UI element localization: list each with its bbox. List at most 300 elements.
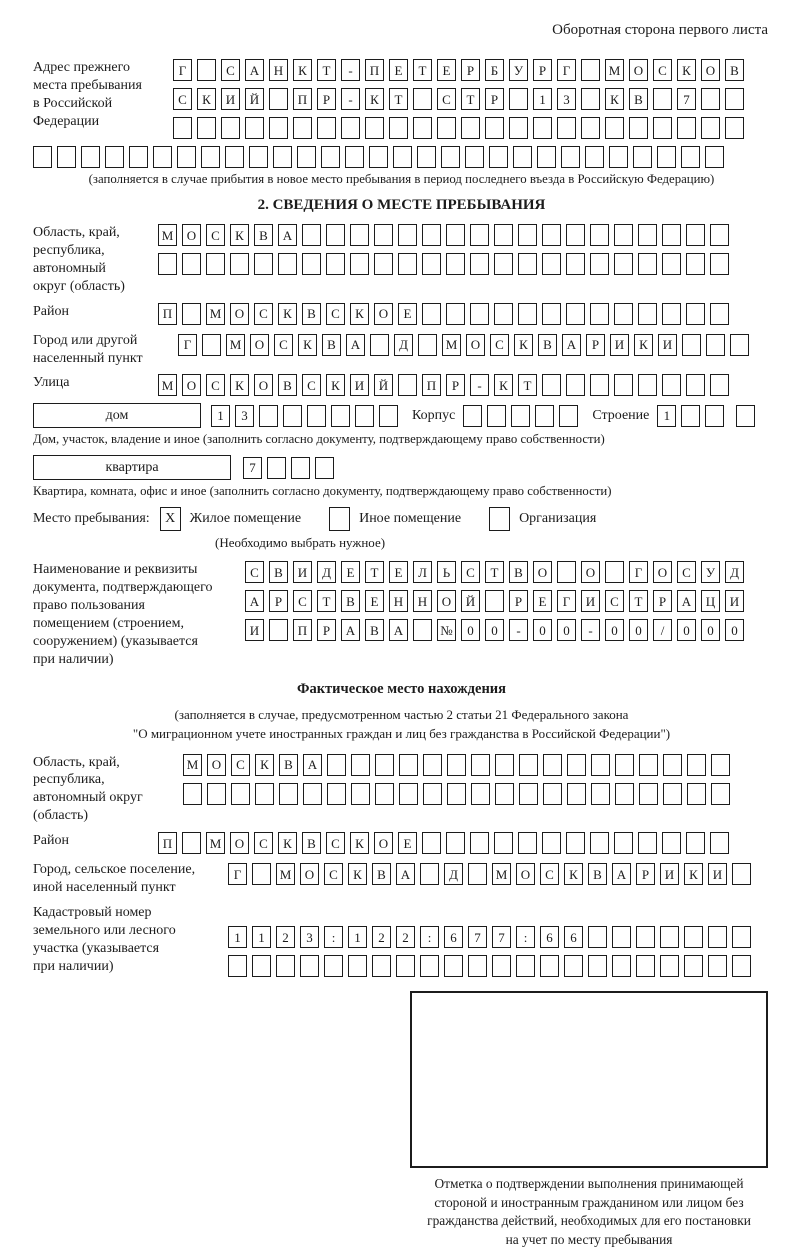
- char-cell[interactable]: Л: [413, 561, 432, 583]
- char-cell[interactable]: Н: [389, 590, 408, 612]
- char-cell[interactable]: О: [230, 303, 249, 325]
- char-cell[interactable]: М: [442, 334, 461, 356]
- char-cell[interactable]: [291, 457, 310, 479]
- char-cell[interactable]: [681, 405, 700, 427]
- char-cell[interactable]: [374, 253, 393, 275]
- char-cell[interactable]: [638, 224, 657, 246]
- char-cell[interactable]: [413, 117, 432, 139]
- char-cell[interactable]: [725, 117, 744, 139]
- char-cell[interactable]: [687, 754, 706, 776]
- char-cell[interactable]: [230, 253, 249, 275]
- char-cell[interactable]: [710, 303, 729, 325]
- char-cell[interactable]: [639, 783, 658, 805]
- char-cell[interactable]: [494, 832, 513, 854]
- char-cell[interactable]: С: [677, 561, 696, 583]
- char-cell[interactable]: [317, 117, 336, 139]
- char-cell[interactable]: Е: [341, 561, 360, 583]
- char-cell[interactable]: В: [538, 334, 557, 356]
- char-cell[interactable]: 0: [725, 619, 744, 641]
- char-cell[interactable]: У: [509, 59, 528, 81]
- char-cell[interactable]: [518, 832, 537, 854]
- char-cell[interactable]: В: [341, 590, 360, 612]
- char-cell[interactable]: С: [206, 224, 225, 246]
- char-cell[interactable]: [509, 117, 528, 139]
- char-cell[interactable]: О: [182, 374, 201, 396]
- char-cell[interactable]: [612, 926, 631, 948]
- char-cell[interactable]: П: [158, 303, 177, 325]
- char-cell[interactable]: 2: [396, 926, 415, 948]
- char-cell[interactable]: А: [612, 863, 631, 885]
- char-cell[interactable]: О: [254, 374, 273, 396]
- char-cell[interactable]: [684, 926, 703, 948]
- char-cell[interactable]: В: [302, 832, 321, 854]
- char-cell[interactable]: [542, 224, 561, 246]
- char-cell[interactable]: О: [437, 590, 456, 612]
- char-cell[interactable]: [561, 146, 580, 168]
- char-cell[interactable]: 1: [252, 926, 271, 948]
- char-cell[interactable]: [614, 832, 633, 854]
- char-cell[interactable]: [447, 783, 466, 805]
- char-cell[interactable]: 7: [677, 88, 696, 110]
- char-cell[interactable]: [423, 783, 442, 805]
- char-cell[interactable]: В: [302, 303, 321, 325]
- char-cell[interactable]: И: [708, 863, 727, 885]
- char-cell[interactable]: Н: [269, 59, 288, 81]
- char-cell[interactable]: [710, 832, 729, 854]
- char-cell[interactable]: С: [326, 832, 345, 854]
- char-cell[interactable]: [710, 374, 729, 396]
- char-cell[interactable]: [663, 754, 682, 776]
- char-cell[interactable]: [494, 303, 513, 325]
- char-cell[interactable]: [470, 253, 489, 275]
- char-cell[interactable]: А: [341, 619, 360, 641]
- char-cell[interactable]: [206, 253, 225, 275]
- char-cell[interactable]: А: [245, 59, 264, 81]
- char-cell[interactable]: [686, 832, 705, 854]
- char-cell[interactable]: [315, 457, 334, 479]
- char-cell[interactable]: [276, 955, 295, 977]
- char-cell[interactable]: [639, 754, 658, 776]
- char-cell[interactable]: И: [660, 863, 679, 885]
- char-cell[interactable]: [324, 955, 343, 977]
- char-cell[interactable]: А: [562, 334, 581, 356]
- char-cell[interactable]: Т: [317, 59, 336, 81]
- char-cell[interactable]: О: [250, 334, 269, 356]
- char-cell[interactable]: [519, 783, 538, 805]
- char-cell[interactable]: [614, 253, 633, 275]
- char-cell[interactable]: [487, 405, 506, 427]
- char-cell[interactable]: [225, 146, 244, 168]
- char-cell[interactable]: [542, 374, 561, 396]
- char-cell[interactable]: [682, 334, 701, 356]
- char-cell[interactable]: [283, 405, 302, 427]
- char-cell[interactable]: [636, 955, 655, 977]
- char-cell[interactable]: В: [372, 863, 391, 885]
- char-cell[interactable]: :: [324, 926, 343, 948]
- char-cell[interactable]: [557, 561, 576, 583]
- char-cell[interactable]: -: [341, 59, 360, 81]
- char-cell[interactable]: -: [509, 619, 528, 641]
- char-cell[interactable]: [182, 303, 201, 325]
- char-cell[interactable]: П: [422, 374, 441, 396]
- char-cell[interactable]: С: [605, 590, 624, 612]
- char-cell[interactable]: [279, 783, 298, 805]
- char-cell[interactable]: Е: [437, 59, 456, 81]
- char-cell[interactable]: [326, 224, 345, 246]
- char-cell[interactable]: О: [466, 334, 485, 356]
- char-cell[interactable]: П: [293, 619, 312, 641]
- char-cell[interactable]: К: [634, 334, 653, 356]
- char-cell[interactable]: К: [298, 334, 317, 356]
- char-cell[interactable]: [273, 146, 292, 168]
- char-cell[interactable]: О: [581, 561, 600, 583]
- char-cell[interactable]: [708, 926, 727, 948]
- char-cell[interactable]: [269, 88, 288, 110]
- char-cell[interactable]: К: [350, 303, 369, 325]
- char-cell[interactable]: [581, 117, 600, 139]
- char-cell[interactable]: Т: [629, 590, 648, 612]
- char-cell[interactable]: Р: [653, 590, 672, 612]
- char-cell[interactable]: Д: [725, 561, 744, 583]
- checkbox-residential[interactable]: X: [160, 507, 181, 531]
- char-cell[interactable]: С: [245, 561, 264, 583]
- char-cell[interactable]: И: [610, 334, 629, 356]
- char-cell[interactable]: [677, 117, 696, 139]
- char-cell[interactable]: [687, 783, 706, 805]
- char-cell[interactable]: [543, 783, 562, 805]
- char-cell[interactable]: [183, 783, 202, 805]
- char-cell[interactable]: [471, 754, 490, 776]
- char-cell[interactable]: Е: [533, 590, 552, 612]
- char-cell[interactable]: 0: [461, 619, 480, 641]
- char-cell[interactable]: О: [516, 863, 535, 885]
- char-cell[interactable]: С: [254, 303, 273, 325]
- char-cell[interactable]: [278, 253, 297, 275]
- char-cell[interactable]: [413, 88, 432, 110]
- char-cell[interactable]: С: [437, 88, 456, 110]
- char-cell[interactable]: [399, 783, 418, 805]
- char-cell[interactable]: [365, 117, 384, 139]
- char-cell[interactable]: 7: [492, 926, 511, 948]
- char-cell[interactable]: [321, 146, 340, 168]
- char-cell[interactable]: [259, 405, 278, 427]
- char-cell[interactable]: С: [254, 832, 273, 854]
- char-cell[interactable]: [375, 783, 394, 805]
- char-cell[interactable]: Т: [518, 374, 537, 396]
- char-cell[interactable]: [177, 146, 196, 168]
- char-cell[interactable]: [158, 253, 177, 275]
- char-cell[interactable]: 1: [348, 926, 367, 948]
- char-cell[interactable]: [423, 754, 442, 776]
- char-cell[interactable]: С: [302, 374, 321, 396]
- char-cell[interactable]: [662, 832, 681, 854]
- char-cell[interactable]: К: [605, 88, 624, 110]
- char-cell[interactable]: Р: [636, 863, 655, 885]
- char-cell[interactable]: [468, 955, 487, 977]
- char-cell[interactable]: [614, 224, 633, 246]
- char-cell[interactable]: [129, 146, 148, 168]
- char-cell[interactable]: Т: [461, 88, 480, 110]
- char-cell[interactable]: 2: [372, 926, 391, 948]
- char-cell[interactable]: О: [207, 754, 226, 776]
- char-cell[interactable]: А: [278, 224, 297, 246]
- char-cell[interactable]: [489, 146, 508, 168]
- char-cell[interactable]: [182, 832, 201, 854]
- char-cell[interactable]: -: [341, 88, 360, 110]
- char-cell[interactable]: [590, 253, 609, 275]
- char-cell[interactable]: К: [365, 88, 384, 110]
- char-cell[interactable]: [591, 783, 610, 805]
- char-cell[interactable]: С: [490, 334, 509, 356]
- char-cell[interactable]: В: [588, 863, 607, 885]
- char-cell[interactable]: П: [158, 832, 177, 854]
- char-cell[interactable]: [307, 405, 326, 427]
- char-cell[interactable]: [511, 405, 530, 427]
- char-cell[interactable]: [710, 224, 729, 246]
- char-cell[interactable]: [470, 303, 489, 325]
- char-cell[interactable]: /: [653, 619, 672, 641]
- char-cell[interactable]: [614, 374, 633, 396]
- char-cell[interactable]: [590, 224, 609, 246]
- char-cell[interactable]: [513, 146, 532, 168]
- char-cell[interactable]: [566, 832, 585, 854]
- char-cell[interactable]: [543, 754, 562, 776]
- char-cell[interactable]: [519, 754, 538, 776]
- char-cell[interactable]: О: [374, 832, 393, 854]
- char-cell[interactable]: [557, 117, 576, 139]
- char-cell[interactable]: [446, 303, 465, 325]
- char-cell[interactable]: [437, 117, 456, 139]
- char-cell[interactable]: 1: [657, 405, 676, 427]
- char-cell[interactable]: [495, 754, 514, 776]
- char-cell[interactable]: [302, 253, 321, 275]
- char-cell[interactable]: [492, 955, 511, 977]
- char-cell[interactable]: [327, 754, 346, 776]
- char-cell[interactable]: С: [293, 590, 312, 612]
- char-cell[interactable]: [615, 783, 634, 805]
- char-cell[interactable]: [681, 146, 700, 168]
- char-cell[interactable]: 6: [564, 926, 583, 948]
- char-cell[interactable]: [252, 955, 271, 977]
- char-cell[interactable]: [461, 117, 480, 139]
- char-cell[interactable]: [471, 783, 490, 805]
- char-cell[interactable]: В: [279, 754, 298, 776]
- char-cell[interactable]: [732, 955, 751, 977]
- char-cell[interactable]: [447, 754, 466, 776]
- char-cell[interactable]: [351, 754, 370, 776]
- char-cell[interactable]: [468, 863, 487, 885]
- char-cell[interactable]: [633, 146, 652, 168]
- char-cell[interactable]: [711, 783, 730, 805]
- char-cell[interactable]: М: [226, 334, 245, 356]
- char-cell[interactable]: [300, 955, 319, 977]
- char-cell[interactable]: [446, 253, 465, 275]
- char-cell[interactable]: [686, 303, 705, 325]
- char-cell[interactable]: [379, 405, 398, 427]
- char-cell[interactable]: О: [230, 832, 249, 854]
- char-cell[interactable]: Д: [394, 334, 413, 356]
- char-cell[interactable]: С: [461, 561, 480, 583]
- char-cell[interactable]: А: [389, 619, 408, 641]
- char-cell[interactable]: Р: [533, 59, 552, 81]
- char-cell[interactable]: [566, 303, 585, 325]
- char-cell[interactable]: [581, 59, 600, 81]
- char-cell[interactable]: И: [581, 590, 600, 612]
- char-cell[interactable]: Й: [461, 590, 480, 612]
- char-cell[interactable]: М: [183, 754, 202, 776]
- char-cell[interactable]: 0: [605, 619, 624, 641]
- char-cell[interactable]: И: [293, 561, 312, 583]
- char-cell[interactable]: 2: [276, 926, 295, 948]
- char-cell[interactable]: [398, 224, 417, 246]
- char-cell[interactable]: М: [158, 374, 177, 396]
- char-cell[interactable]: И: [221, 88, 240, 110]
- char-cell[interactable]: [662, 224, 681, 246]
- char-cell[interactable]: [662, 374, 681, 396]
- char-cell[interactable]: [422, 303, 441, 325]
- char-cell[interactable]: К: [684, 863, 703, 885]
- char-cell[interactable]: [706, 334, 725, 356]
- char-cell[interactable]: [629, 117, 648, 139]
- char-cell[interactable]: [348, 955, 367, 977]
- char-cell[interactable]: У: [701, 561, 720, 583]
- char-cell[interactable]: :: [516, 926, 535, 948]
- char-cell[interactable]: [701, 88, 720, 110]
- char-cell[interactable]: П: [293, 88, 312, 110]
- char-cell[interactable]: К: [348, 863, 367, 885]
- char-cell[interactable]: В: [509, 561, 528, 583]
- char-cell[interactable]: Г: [629, 561, 648, 583]
- char-cell[interactable]: [660, 955, 679, 977]
- char-cell[interactable]: [653, 88, 672, 110]
- char-cell[interactable]: [441, 146, 460, 168]
- char-cell[interactable]: [588, 926, 607, 948]
- char-cell[interactable]: [389, 117, 408, 139]
- char-cell[interactable]: [245, 117, 264, 139]
- char-cell[interactable]: А: [346, 334, 365, 356]
- char-cell[interactable]: [375, 754, 394, 776]
- char-cell[interactable]: [566, 374, 585, 396]
- char-cell[interactable]: [422, 832, 441, 854]
- char-cell[interactable]: 7: [243, 457, 262, 479]
- char-cell[interactable]: [228, 955, 247, 977]
- char-cell[interactable]: Н: [413, 590, 432, 612]
- char-cell[interactable]: Т: [485, 561, 504, 583]
- char-cell[interactable]: [686, 253, 705, 275]
- char-cell[interactable]: И: [245, 619, 264, 641]
- char-cell[interactable]: [657, 146, 676, 168]
- char-cell[interactable]: О: [701, 59, 720, 81]
- char-cell[interactable]: [398, 253, 417, 275]
- char-cell[interactable]: [516, 955, 535, 977]
- char-cell[interactable]: [254, 253, 273, 275]
- char-cell[interactable]: [701, 117, 720, 139]
- char-cell[interactable]: С: [324, 863, 343, 885]
- char-cell[interactable]: Т: [365, 561, 384, 583]
- char-cell[interactable]: Й: [374, 374, 393, 396]
- char-cell[interactable]: [710, 253, 729, 275]
- char-cell[interactable]: [494, 224, 513, 246]
- char-cell[interactable]: 3: [557, 88, 576, 110]
- char-cell[interactable]: [567, 783, 586, 805]
- char-cell[interactable]: 6: [540, 926, 559, 948]
- char-cell[interactable]: [711, 754, 730, 776]
- char-cell[interactable]: :: [420, 926, 439, 948]
- char-cell[interactable]: [231, 783, 250, 805]
- char-cell[interactable]: [662, 303, 681, 325]
- char-cell[interactable]: О: [629, 59, 648, 81]
- char-cell[interactable]: -: [581, 619, 600, 641]
- char-cell[interactable]: [417, 146, 436, 168]
- char-cell[interactable]: 1: [228, 926, 247, 948]
- char-cell[interactable]: Г: [557, 59, 576, 81]
- char-cell[interactable]: 0: [557, 619, 576, 641]
- char-cell[interactable]: [393, 146, 412, 168]
- char-cell[interactable]: [614, 303, 633, 325]
- char-cell[interactable]: [605, 561, 624, 583]
- char-cell[interactable]: [420, 955, 439, 977]
- char-cell[interactable]: К: [255, 754, 274, 776]
- char-cell[interactable]: 1: [533, 88, 552, 110]
- char-cell[interactable]: [725, 88, 744, 110]
- char-cell[interactable]: И: [725, 590, 744, 612]
- char-cell[interactable]: С: [274, 334, 293, 356]
- char-cell[interactable]: Р: [269, 590, 288, 612]
- char-cell[interactable]: [518, 224, 537, 246]
- char-cell[interactable]: [542, 303, 561, 325]
- char-cell[interactable]: [355, 405, 374, 427]
- char-cell[interactable]: Д: [317, 561, 336, 583]
- char-cell[interactable]: [350, 224, 369, 246]
- char-cell[interactable]: [173, 117, 192, 139]
- char-cell[interactable]: [207, 783, 226, 805]
- char-cell[interactable]: [418, 334, 437, 356]
- char-cell[interactable]: [686, 374, 705, 396]
- char-cell[interactable]: [638, 374, 657, 396]
- char-cell[interactable]: К: [278, 303, 297, 325]
- char-cell[interactable]: Р: [317, 619, 336, 641]
- char-cell[interactable]: -: [470, 374, 489, 396]
- char-cell[interactable]: В: [278, 374, 297, 396]
- char-cell[interactable]: [396, 955, 415, 977]
- char-cell[interactable]: 6: [444, 926, 463, 948]
- char-cell[interactable]: О: [653, 561, 672, 583]
- char-cell[interactable]: [81, 146, 100, 168]
- char-cell[interactable]: [509, 88, 528, 110]
- char-cell[interactable]: [413, 619, 432, 641]
- char-cell[interactable]: С: [231, 754, 250, 776]
- char-cell[interactable]: [221, 117, 240, 139]
- char-cell[interactable]: Е: [398, 303, 417, 325]
- char-cell[interactable]: [485, 590, 504, 612]
- char-cell[interactable]: [293, 117, 312, 139]
- char-cell[interactable]: [197, 117, 216, 139]
- char-cell[interactable]: Е: [389, 59, 408, 81]
- char-cell[interactable]: [615, 754, 634, 776]
- char-cell[interactable]: Р: [461, 59, 480, 81]
- char-cell[interactable]: К: [197, 88, 216, 110]
- char-cell[interactable]: [350, 253, 369, 275]
- char-cell[interactable]: [566, 224, 585, 246]
- char-cell[interactable]: [446, 224, 465, 246]
- char-cell[interactable]: [609, 146, 628, 168]
- char-cell[interactable]: К: [293, 59, 312, 81]
- char-cell[interactable]: [612, 955, 631, 977]
- char-cell[interactable]: [465, 146, 484, 168]
- char-cell[interactable]: [518, 253, 537, 275]
- char-cell[interactable]: [662, 253, 681, 275]
- char-cell[interactable]: [494, 253, 513, 275]
